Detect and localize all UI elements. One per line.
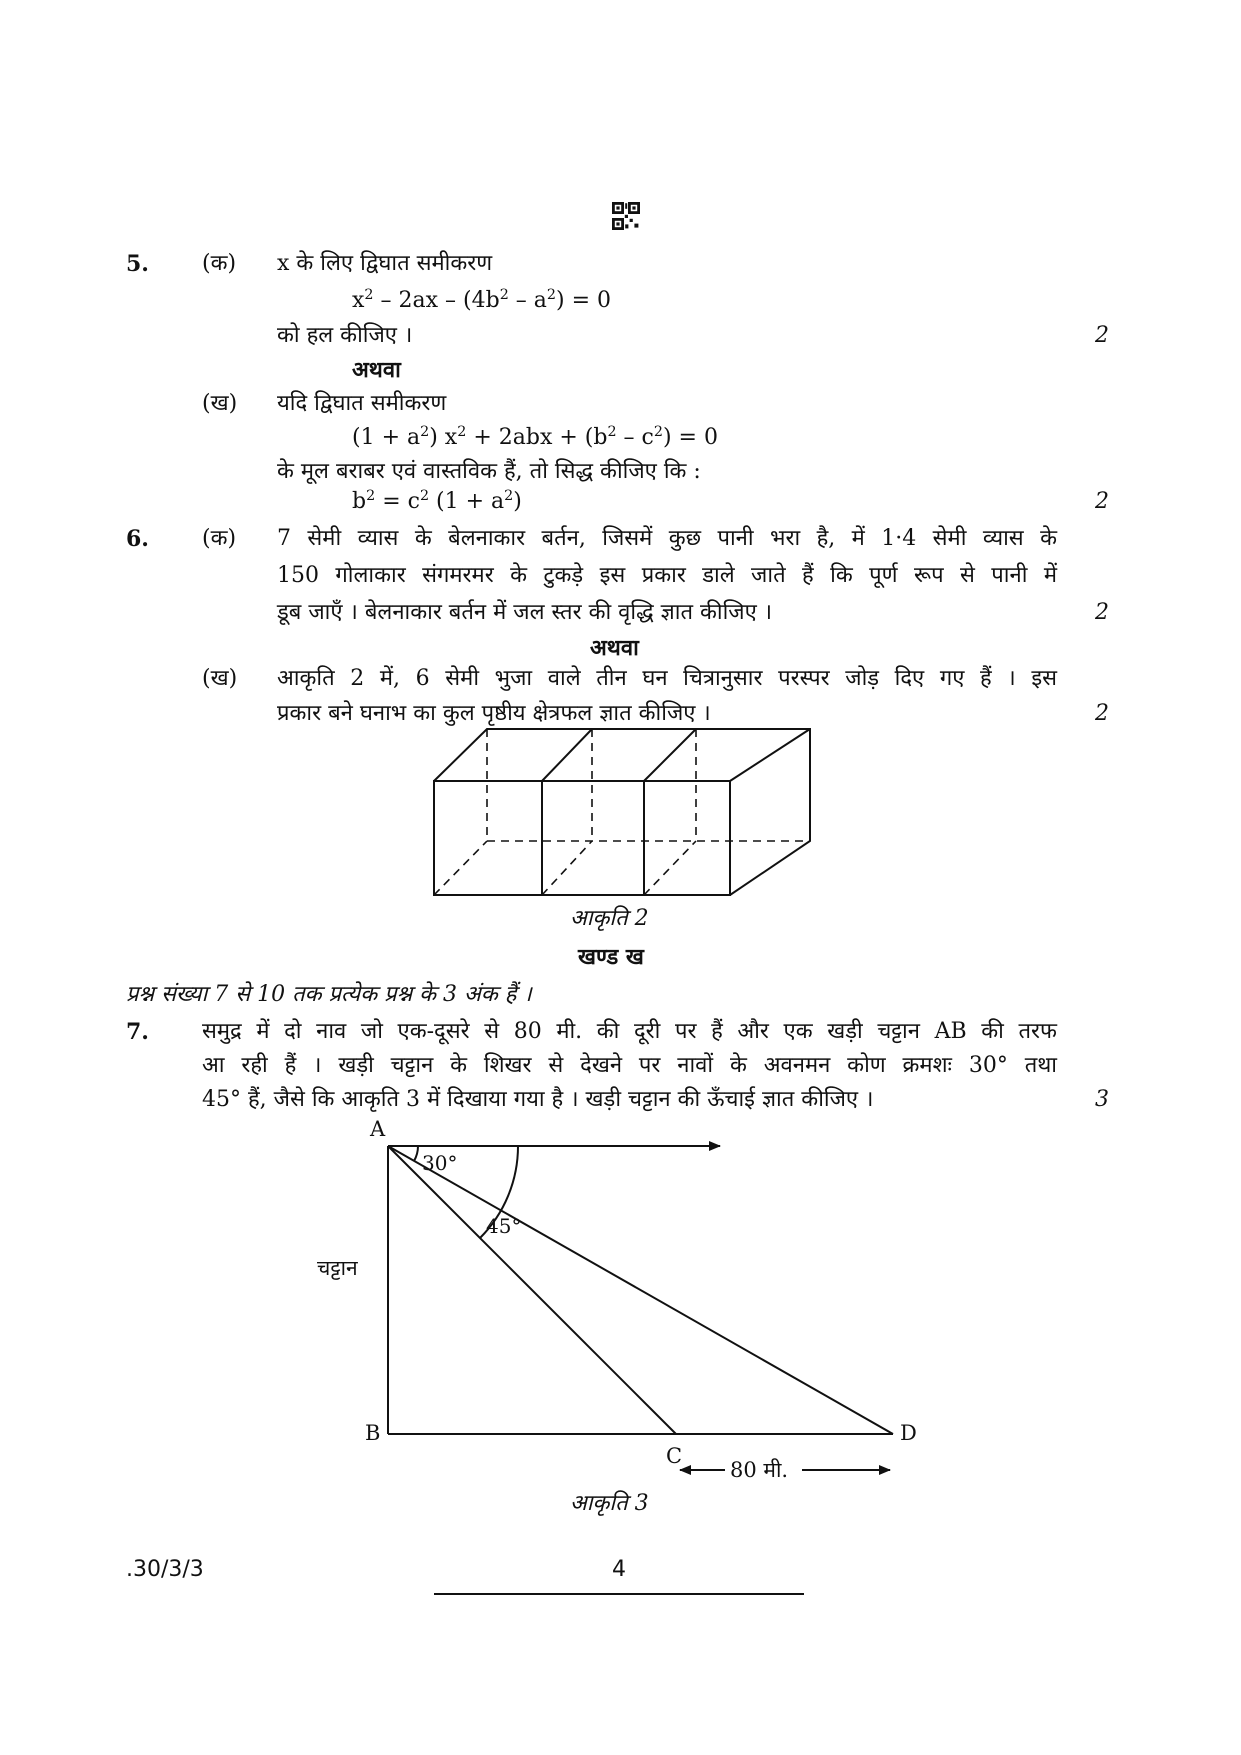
q6-b-line-1: आकृति 2 में, 6 सेमी भुजा वाले तीन घन चित्रानुसार परस्पर जोड़ दिए गए हैं । इस (277, 666, 1057, 691)
q6-a-line-1: 7 सेमी व्यास के बेलनाकार बर्तन, जिसमें कुछ पानी भरा है, में 1·4 सेमी व्यास के (277, 526, 1057, 551)
q6-b-label: (ख) (202, 666, 238, 691)
cuboid-top-right-edge (730, 729, 810, 781)
sight-line-ad (388, 1146, 893, 1434)
q5-a-marks: 2 (1095, 323, 1109, 348)
q7-line-3: 45° हैं, जैसे कि आकृति 3 में दिखाया गया है । खड़ी चट्टान की ऊँचाई ज्ञात कीजिए । (202, 1087, 874, 1112)
q7-line-2: आ रही हैं । खड़ी चट्टान के शिखर से देखने पर नावों के अवनमन कोण क्रमशः 30° तथा (202, 1053, 1057, 1078)
q5-a-tail: को हल कीजिए । (277, 323, 413, 348)
hidden-edge-5 (542, 841, 592, 895)
cube-top-edge-1 (542, 729, 592, 781)
section-instruction: प्रश्न संख्या 7 से 10 तक प्रत्येक प्रश्न के 3 अंक हैं । (126, 982, 532, 1007)
q7-marks: 3 (1095, 1087, 1109, 1112)
angle-arc-30 (414, 1146, 418, 1161)
q5-number: 5. (126, 251, 149, 277)
figure-2-cuboid (420, 725, 820, 900)
q5-b-text: के मूल बराबर एवं वास्तविक हैं, तो सिद्ध कीजिए कि : (277, 459, 701, 484)
section-title: खण्ड ख (578, 945, 644, 970)
figure-3-caption: आकृति 3 (570, 1491, 649, 1516)
angle-45-label: 45° (486, 1214, 522, 1238)
figure-3-diagram (310, 1110, 930, 1500)
label-d: D (900, 1421, 917, 1445)
q5-or: अथवा (352, 357, 401, 383)
q6-number: 6. (126, 526, 149, 552)
page-number: 4 (612, 1557, 626, 1582)
q6-a-line-2: 150 गोलाकार संगमरमर के टुकड़े इस प्रकार डाले जाते हैं कि पूर्ण रूप से पानी में (277, 563, 1057, 588)
q7-line-1: समुद्र में दो नाव जो एक-दूसरे से 80 मी. की दूरी पर हैं और एक खड़ी चट्टान AB की तरफ (202, 1019, 1057, 1044)
angle-30-label: 30° (422, 1151, 458, 1175)
q5-a-label: (क) (202, 251, 237, 276)
footer-rule (434, 1593, 804, 1595)
figure-2-caption: आकृति 2 (570, 906, 649, 931)
q5-a-equation: $x^2 - 2ax - (4b^2 - a^2) = 0$ (352, 287, 612, 313)
label-a: A (370, 1117, 386, 1141)
hidden-edge-4 (434, 841, 487, 895)
q6-a-line-3: डूब जाएँ । बेलनाकार बर्तन में जल स्तर की वृद्धि ज्ञात कीजिए । (277, 600, 773, 625)
label-c: C (666, 1444, 683, 1468)
q6-b-line-2: प्रकार बने घनाभ का कुल पृष्ठीय क्षेत्रफल ज्ञात कीजिए । (277, 701, 711, 726)
cuboid-front-face (434, 781, 730, 895)
sight-line-ac (388, 1146, 676, 1434)
q5-b-result: $b^2 = c^2$ $(1 + a^2)$ (352, 488, 522, 514)
cuboid-back-edges (434, 729, 810, 895)
cliff-label: चट्टान (317, 1256, 358, 1280)
cube-top-edge-2 (644, 729, 696, 781)
q7-number: 7. (126, 1019, 149, 1045)
q5-b-marks: 2 (1095, 489, 1109, 514)
q5-b-equation: $(1 + a^2)$ $x^2 + 2abx + (b^2 - c^2) = 0$ (352, 424, 718, 450)
q6-a-label: (क) (202, 526, 237, 551)
q6-or: अथवा (590, 635, 639, 661)
q5-a-intro: x के लिए द्विघात समीकरण (277, 251, 493, 276)
qr-code-icon (612, 202, 640, 230)
distance-label: 80 मी. (730, 1458, 789, 1482)
q5-b-label: (ख) (202, 391, 238, 416)
label-b: B (365, 1421, 381, 1445)
q5-b-intro: यदि द्विघात समीकरण (277, 391, 447, 416)
paper-code: .30/3/3 (126, 1557, 204, 1582)
hidden-edge-6 (644, 841, 696, 895)
q6-a-marks: 2 (1095, 600, 1109, 625)
q6-b-marks: 2 (1095, 701, 1109, 726)
